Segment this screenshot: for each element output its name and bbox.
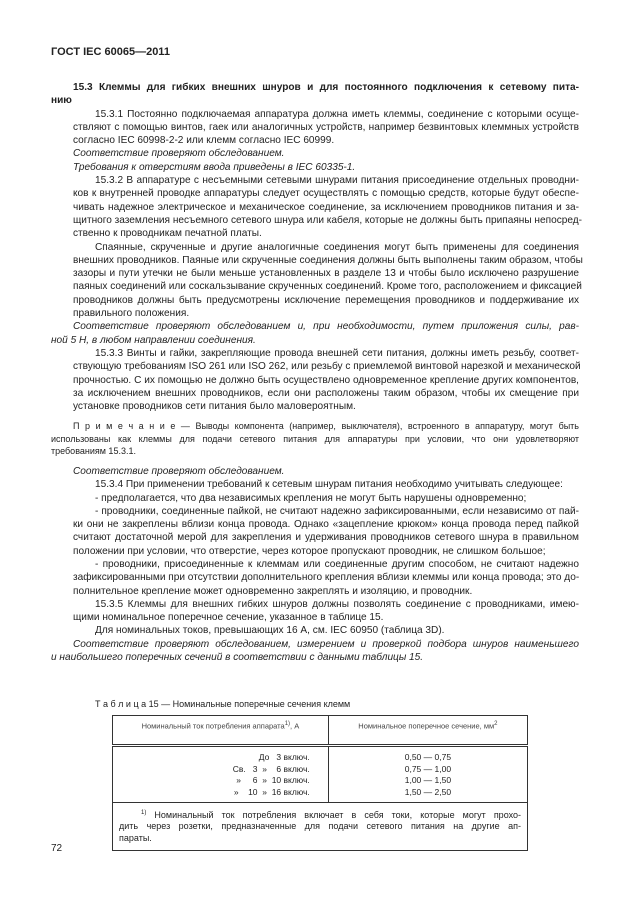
cross-section-range: 0,50 — 0,75 (404, 752, 452, 762)
paragraph (51, 505, 579, 558)
footnote-line: параты. (119, 833, 152, 843)
table-header-current (113, 716, 329, 746)
text-line: прочностью. С их помощью не должно быть осуществлено одновременное крепление других компонентов, (73, 374, 579, 386)
section-column (328, 746, 527, 803)
text-line: - предполагается, что два независимых крепления не могут быть нарушены одновременно; (95, 492, 527, 504)
footnote-mark: 1) (141, 810, 147, 816)
header-text: Номинальный ток потребления аппарата (141, 721, 285, 731)
paragraph (51, 638, 579, 665)
text-line: 15.3.2 В аппаратуре с несъемными сетевыми шнурами питания присоединение отдельных проводни- (95, 175, 579, 187)
text-line: 15.3.5 Клеммы для внешних гибких шнуров должны позволять соединение с проводниками, имею- (95, 598, 579, 610)
paragraph (51, 174, 583, 240)
header-text: Номинальное поперечное сечение, мм (358, 721, 495, 731)
text-line: внешних проводников. Паяные или скрученные соединения должны быть выполнены таким образом, чтобы (73, 254, 583, 266)
current-range: До 3 включ. (258, 752, 310, 762)
cross-section-range: 0,75 — 1,00 (404, 763, 452, 774)
text-line: ки они не закреплены вблизи конца провода. Однако «зацепление крюком» конца провода перед пайкой (73, 519, 579, 531)
text-line: Требования к отверстиям ввода приведены в IEC 60335-1. (73, 161, 356, 173)
table-header-section (328, 716, 527, 746)
paragraph (51, 320, 579, 347)
text-line: ственно к проводникам печатной платы. (73, 228, 262, 240)
text-line: 15.3 Клеммы для гибких внешних шнуров и для постоянного подключения к сетевому пита- (73, 82, 579, 93)
table-title: Т а б л и ц а 15 — Номинальные поперечные сечения клемм (95, 699, 351, 709)
text-line: 15.3.1 Постоянно подключаемая аппаратура должна иметь клеммы, соединение с которыми осуще- (95, 108, 579, 120)
text-line: за исключением внешних проводников, если они расположены таким образом, чтобы их смещение при (73, 387, 579, 399)
footnote-line: дить через розетки, предназначенные для подачи сетевого питания на другие ап- (119, 820, 521, 831)
text-line: паяных соединений или соскальзывание скрученных соединений. Кроме того, расположением и фиксацией (73, 281, 582, 293)
text-line: Соответствие проверяют обследованием, измерением и проверкой подбора шнуров наименьшего (73, 638, 579, 650)
text-line: Для номинальных токов, превышающих 16 А, см. IEC 60950 (таблица 3D). (95, 625, 445, 637)
footnote-line: $^{1)}$ Номинальный ток потребления включает в себя токи, которые могут прохо- (141, 810, 521, 820)
text-line: правильного положения. (73, 308, 190, 320)
header-sup: 2 (494, 721, 498, 727)
text-line: проводников должны быть предусмотрены исключение перемещения проводников и поддерживание их (73, 294, 579, 306)
header-unit: , А (290, 721, 300, 731)
paragraph (51, 347, 579, 413)
paragraph (51, 558, 579, 598)
text-line: ствующую требованиям ISO 261 или ISO 262, или резьбу с приемлемой винтовой нарезкой и механической (73, 361, 581, 373)
paragraph (51, 147, 579, 160)
text-line: 15.3.3 Винты и гайки, закрепляющие провода внешней сети питания, должны иметь резьбу, соответ- (95, 347, 579, 359)
text-line: - проводники, присоединенные к клеммам или соединенные другим способом, не считают надежно (95, 559, 579, 570)
text-line: Соответствие проверяют обследованием. (73, 465, 285, 477)
cross-section-range: 1,50 — 2,50 (404, 786, 452, 797)
text-line: щими номинальное поперечное сечение, указанное в таблице 15. (73, 612, 384, 624)
footnote-ref: 1) (284, 721, 291, 727)
table-footnote (113, 803, 528, 851)
text-line: полнительное крепление может одновременно закреплять и изоляцию, и проводник. (73, 585, 473, 597)
text-line: П р и м е ч а н и е — Выводы компонента (например, выключателя), встроенного в аппаратуру, могут быть (73, 421, 579, 432)
current-range: » 10 » 16 включ. (233, 786, 310, 797)
text-line: считают достаточной мерой для закрепления и удерживания проводников сетевого шнура в правильном (73, 532, 579, 544)
paragraph (51, 478, 579, 491)
paragraph (51, 624, 579, 637)
table-15 (112, 715, 528, 851)
current-range: Св. 3 » 6 включ. (232, 763, 310, 774)
text-line: ной 5 Н, в любом направлении соединения. (51, 334, 256, 346)
text-line: согласно IEC 60998-2-2 или клемм согласно IEC 60999. (73, 135, 335, 147)
text-line: 15.3.4 При применении требований к сетевым шнурам питания необходимо учитывать следующее: (95, 479, 563, 491)
text-line: щитного заземления несъемного сетевого шнура или кабеля, которые не должны быть припаяны непосред- (73, 214, 583, 226)
text-line: зафиксированными при отсутствии дополнительного крепления вблизи клеммы или конца провода; это до- (73, 572, 580, 584)
paragraph (51, 241, 583, 321)
text-line: нию (51, 95, 72, 107)
text-line: ков к внутренней проводке аппаратуры следует осуществлять с помощью средств, которые будут обеспе- (73, 188, 579, 200)
text-line: положении при условии, что отверстие, через которое пропускают проводник, не слишком большое; (73, 545, 546, 557)
current-range: » 6 » 10 включ. (236, 775, 310, 785)
document-header: ГОСТ IEC 60065—2011 (51, 46, 170, 58)
text-line: зазоры и пути утечки не были меньше установленных в разделе 13 и чтобы было исключено разрушение (73, 268, 579, 280)
text-line: ствляют с помощью винтов, гаек или аналогичных устройств, например безвинтовых клеммных устройств (73, 121, 579, 133)
page-number: 72 (51, 843, 63, 854)
text-line: Соответствие проверяют обследованием и, при необходимости, путем приложения силы, рав- (73, 321, 579, 333)
paragraph (51, 161, 579, 174)
text-line: использованы как клеммы для подачи сетевого питания для аппаратуры при условии, что они удовлетворяют (51, 433, 579, 444)
cross-section-range: 1,00 — 1,50 (404, 775, 452, 785)
section-heading (51, 81, 579, 108)
text-line: Спаянные, скрученные и другие аналогичные соединения могут быть применены для соединения (95, 241, 579, 253)
text-line: Соответствие проверяют обследованием. (73, 148, 285, 160)
text-line: и наибольшего поперечных сечений в соответствии с данными таблицы 15. (51, 652, 424, 664)
document-body (51, 81, 583, 664)
paragraph (51, 492, 579, 505)
paragraph (51, 598, 579, 625)
text-line: установке проводников сети питания было маловероятным. (73, 401, 356, 413)
current-column (113, 746, 329, 803)
text-line: требованиям 15.3.1. (51, 446, 136, 457)
note (51, 420, 579, 458)
text-line: - проводники, соединенные пайкой, не считают надежно зафиксированными, если независимо от пай- (95, 505, 579, 517)
paragraph (51, 465, 579, 478)
text-line: чивать надежное электрическое и механическое соединение, за исключением проводников питания и за- (73, 201, 579, 213)
paragraph (51, 108, 579, 148)
